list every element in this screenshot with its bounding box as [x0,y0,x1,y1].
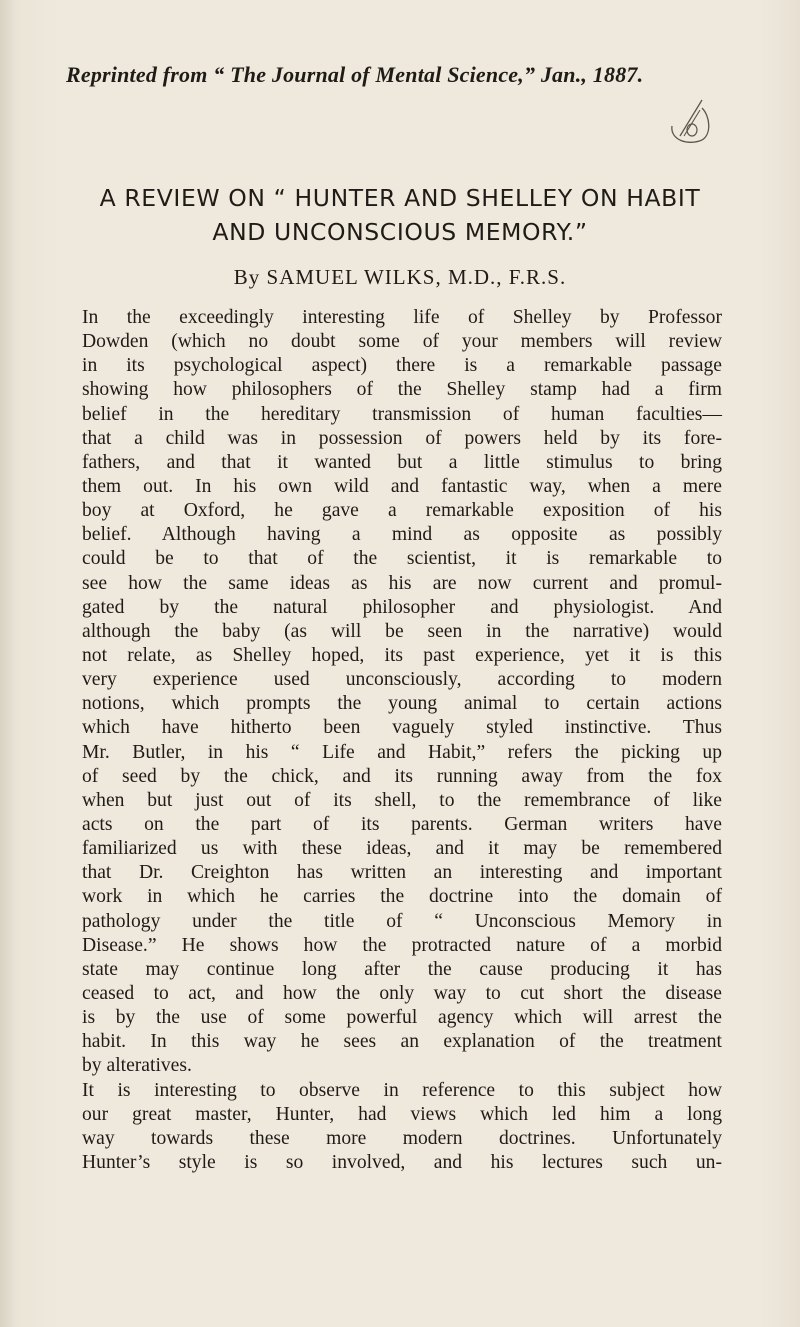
body-line: ceased to act, and how the only way to cut short the disease [82,982,722,1004]
author-byline: By SAMUEL WILKS, M.D., F.R.S. [233,265,567,289]
body-line: familiarized us with these ideas, and it may be remembered [82,838,722,860]
body-line: fathers, and that it wanted but a little stimulus to bring [82,451,722,473]
body-line: them out. In his own wild and fantastic way, when a mere [82,475,722,497]
body-line: although the baby (as will be seen in the narrative) would [82,620,722,642]
body-line: Disease.” He shows how the protracted nature of a morbid [82,934,722,956]
body-line: Hunter’s style is so involved, and his lectures such un- [82,1151,722,1173]
body-line: work in which he carries the doctrine into the domain of [82,886,722,908]
body-line: way towards these more modern doctrines. Unfortunately [82,1127,722,1149]
body-line: Mr. Butler, in his “ Life and Habit,” refers the picking up [82,741,722,763]
body-line: belief. Although having a mind as opposite as possibly [82,524,722,546]
body-line: in its psychological aspect) there is a remarkable passage [82,355,722,377]
body-line: could be to that of the scientist, it is remarkable to [82,548,722,570]
body-line: our great master, Hunter, had views which led him a long [82,1103,722,1125]
body-line: when but just out of its shell, to the remembrance of like [82,789,722,811]
body-line: very experience used unconsciously, according to modern [82,669,722,691]
body-line: see how the same ideas as his are now current and promul- [82,572,722,594]
article-body [82,306,722,1175]
body-line: showing how philosophers of the Shelley stamp had a firm [82,379,722,401]
body-line: not relate, as Shelley hoped, its past experience, yet it is this [82,644,722,666]
body-line: gated by the natural philosopher and physiologist. And [82,596,722,618]
reprint-note: Reprinted from “ The Journal of Mental Science,” Jan., 1887. [66,62,644,87]
body-line: that Dr. Creighton has written an interesting and important [82,862,722,884]
body-line: which have hitherto been vaguely styled instinctive. Thus [82,717,722,739]
body-line: that a child was in possession of powers held by its fore- [82,427,722,449]
body-line: notions, which prompts the young animal to certain actions [82,693,722,715]
body-line: by alteratives. [82,1055,192,1077]
body-line: Dowden (which no doubt some of your members will review [82,331,722,353]
body-line: of seed by the chick, and its running away from the fox [82,765,722,787]
body-line: is by the use of some powerful agency which will arrest the [82,1007,722,1029]
article-title-line-2: AND UNCONSCIOUS MEMORY.” [212,218,588,246]
body-line: boy at Oxford, he gave a remarkable exposition of his [82,500,722,522]
body-line: In the exceedingly interesting life of Shelley by Professor [82,307,722,328]
body-line: habit. In this way he sees an explanation of the treatment [82,1031,722,1053]
body-line: It is interesting to observe in reference to this subject how [82,1079,722,1101]
body-line: state may continue long after the cause producing it has [82,958,722,980]
body-line: acts on the part of its parents. German writers have [82,813,722,835]
body-line: belief in the hereditary transmission of human faculties— [82,403,722,425]
body-line: pathology under the title of “ Unconscious Memory in [82,910,722,932]
article-title-line-1: A REVIEW ON “ HUNTER AND SHELLEY ON HABIT [99,184,701,212]
handwritten-number-mark [662,96,714,148]
